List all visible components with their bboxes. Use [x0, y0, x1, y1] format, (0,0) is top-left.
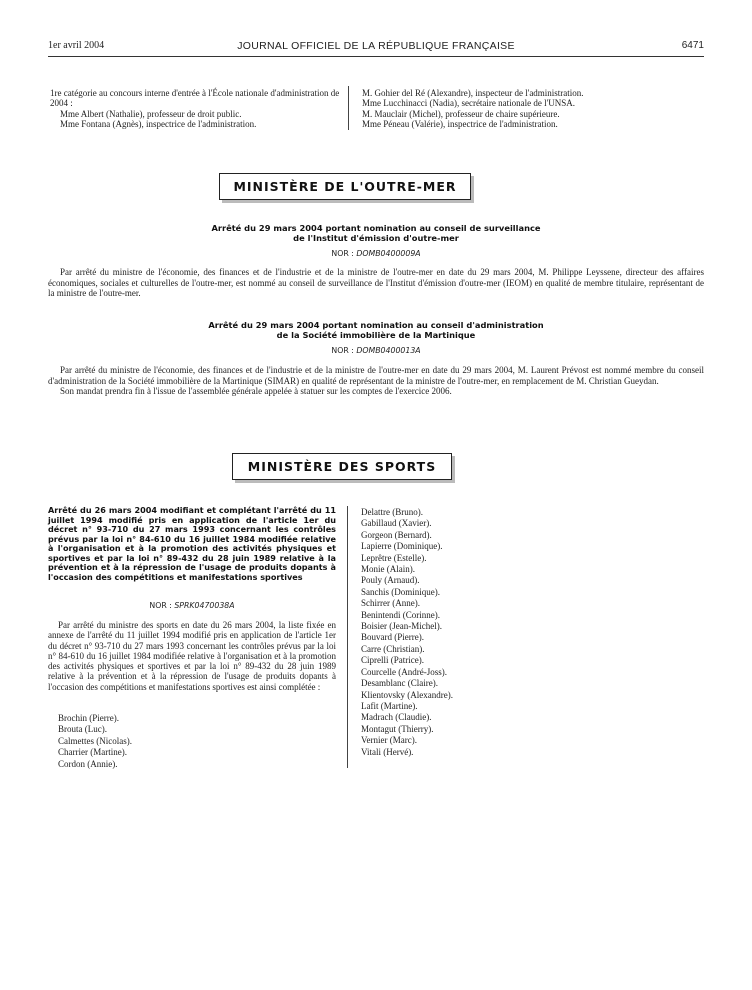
- top-left-column: [50, 88, 340, 130]
- nor-code: DOMB0400009A: [356, 249, 421, 258]
- header-date: 1er avril 2004: [48, 40, 105, 51]
- nor-label: NOR :: [331, 346, 354, 355]
- list-item: Gabillaud (Xavier).: [361, 518, 432, 529]
- nor-reference: [48, 249, 704, 258]
- nor-reference: [48, 346, 704, 355]
- top-right-column: [362, 88, 662, 130]
- arrete-title-line: Arrêté du 29 mars 2004 portant nomination au conseil d'administration: [208, 320, 544, 330]
- list-item: Schirrer (Anne).: [361, 598, 420, 609]
- list-item: Vernier (Marc).: [361, 735, 417, 746]
- arrete-body: [48, 267, 704, 299]
- list-item: Brouta (Luc).: [58, 724, 107, 735]
- list-item: Delattre (Bruno).: [361, 507, 423, 517]
- member-line: Mme Péneau (Valérie), inspectrice de l'administration.: [362, 119, 558, 130]
- list-item: Boisier (Jean-Michel).: [361, 621, 442, 632]
- list-item: Carre (Christian).: [361, 643, 425, 654]
- header-rule: [48, 56, 704, 57]
- arrete-paragraph: Par arrêté du ministre de l'économie, des finances et de l'industrie et de la ministre de l'outre-mer en date du 29 mars 2004, M. Philippe Leyssene, directeur des affaires économiques, sociales et culturelles de l'outre-mer, est nommé au conseil de surveillance de l'Institut d'émission d'outre-mer (IEOM) en qualité de membre titulaire, représentant de la ministre de l'outre-mer.: [48, 267, 704, 299]
- list-item: Lapierre (Dominique).: [361, 541, 443, 552]
- list-item: Leprêtre (Estelle).: [361, 552, 427, 563]
- list-item: Madrach (Claudie).: [361, 712, 432, 723]
- arrete-paragraph: Son mandat prendra fin à l'issue de l'assemblée générale appelée à statuer sur les comptes de l'exercice 2006.: [60, 386, 452, 397]
- member-line: Mme Fontana (Agnès), inspectrice de l'administration.: [60, 119, 257, 130]
- list-item: Pouly (Arnaud).: [361, 575, 420, 586]
- arrete-body: [48, 620, 336, 692]
- journal-title: JOURNAL OFFICIEL DE LA RÉPUBLIQUE FRANÇAISE: [237, 40, 515, 52]
- names-list-left: [58, 713, 132, 770]
- list-item: Calmettes (Nicolas).: [58, 735, 132, 746]
- list-item: Ciprelli (Patrice).: [361, 655, 424, 666]
- nor-code: SPRK0470038A: [174, 601, 235, 610]
- arrete-title-line: Arrêté du 29 mars 2004 portant nomination au conseil de surveillance: [211, 223, 541, 233]
- nor-label: NOR :: [149, 601, 172, 610]
- member-line: M. Mauclair (Michel), professeur de chaire supérieure.: [362, 108, 560, 119]
- list-item: Desamblanc (Claire).: [361, 678, 438, 689]
- arrete-title-line: de l'Institut d'émission d'outre-mer: [293, 232, 459, 243]
- list-item: Cordon (Annie).: [58, 758, 118, 769]
- list-item: Courcelle (André-Joss).: [361, 666, 447, 677]
- names-list-right: [361, 507, 453, 758]
- list-item: Lafit (Martine).: [361, 700, 418, 711]
- ministry-heading-outremer: MINISTÈRE DE L'OUTRE-MER: [219, 173, 471, 200]
- ministry-heading-sports: MINISTÈRE DES SPORTS: [232, 453, 452, 480]
- nor-code: DOMB0400013A: [356, 346, 421, 355]
- list-item: Monie (Alain).: [361, 564, 415, 575]
- arrete-title: [48, 224, 704, 243]
- list-item: Benintendi (Corinne).: [361, 609, 440, 620]
- page-number: 6471: [681, 40, 704, 51]
- list-item: Vitali (Hervé).: [361, 746, 414, 757]
- list-item: Bouvard (Pierre).: [361, 632, 424, 643]
- arrete-body: [48, 365, 704, 397]
- nor-label: NOR :: [331, 249, 354, 258]
- arrete-title: Arrêté du 26 mars 2004 modifiant et complétant l'arrêté du 11 juillet 1994 modifié pris en application de l'article 1er du décret n° 93-710 du 27 mars 1993 concernant les contrôles prévus par la loi n° 84-610 du 16 juillet 1984 modifiée relative à l'organisation et à la promotion des activités physiques et sportives et par la loi n° 89-432 du 28 juin 1989 relative à la prévention et à la répression de l'usage de produits dopants à l'occasion des compétitions et manifestations sportives: [48, 505, 336, 582]
- arrete-title-line: de la Société immobilière de la Martinique: [276, 329, 476, 340]
- list-item: Gorgeon (Bernard).: [361, 529, 432, 540]
- list-item: Brochin (Pierre).: [58, 713, 119, 723]
- column-divider: [347, 506, 348, 768]
- list-item: Montagut (Thierry).: [361, 723, 434, 734]
- member-line: Mme Lucchinacci (Nadia), secrétaire nationale de l'UNSA.: [362, 98, 576, 109]
- member-line: M. Gohier del Ré (Alexandre), inspecteur de l'administration.: [362, 88, 584, 98]
- arrete-paragraph: Par arrêté du ministre des sports en date du 26 mars 2004, la liste fixée en annexe de l'arrêté du 11 juillet 1994 modifié pris en application de l'article 1er du décret n° 93-710 du 27 mars 1993 concernant les contrôles prévus par la loi n° 84-610 du 16 juillet 1984 modifiée relative à l'organisation et à la promotion des activités physiques et sportives et par la loi n° 89-432 du 28 juin 1989 relative à la prévention et à la répression de l'usage de produits dopants à l'occasion des compétitions et manifestations sportives est ainsi complétée :: [48, 620, 336, 692]
- member-line: Mme Albert (Nathalie), professeur de droit public.: [60, 108, 242, 119]
- column-divider: [348, 86, 349, 130]
- arrete-paragraph: Par arrêté du ministre de l'économie, des finances et de l'industrie et de la ministre de l'outre-mer en date du 29 mars 2004, M. Laurent Prévost est nommé membre du conseil d'administration de la Société immobilière de la Martinique (SIMAR) en qualité de représentant de la ministre de l'outre-mer, en remplacement de M. Christian Gueydan.: [48, 365, 704, 386]
- arrete-title: [48, 321, 704, 340]
- list-item: Sanchis (Dominique).: [361, 586, 440, 597]
- nor-reference: [48, 601, 336, 610]
- list-item: Charrier (Martine).: [58, 747, 127, 758]
- category-intro: 1re catégorie au concours interne d'entrée à l'École nationale d'administration de 2004 :: [50, 88, 340, 109]
- list-item: Klientovsky (Alexandre).: [361, 689, 453, 700]
